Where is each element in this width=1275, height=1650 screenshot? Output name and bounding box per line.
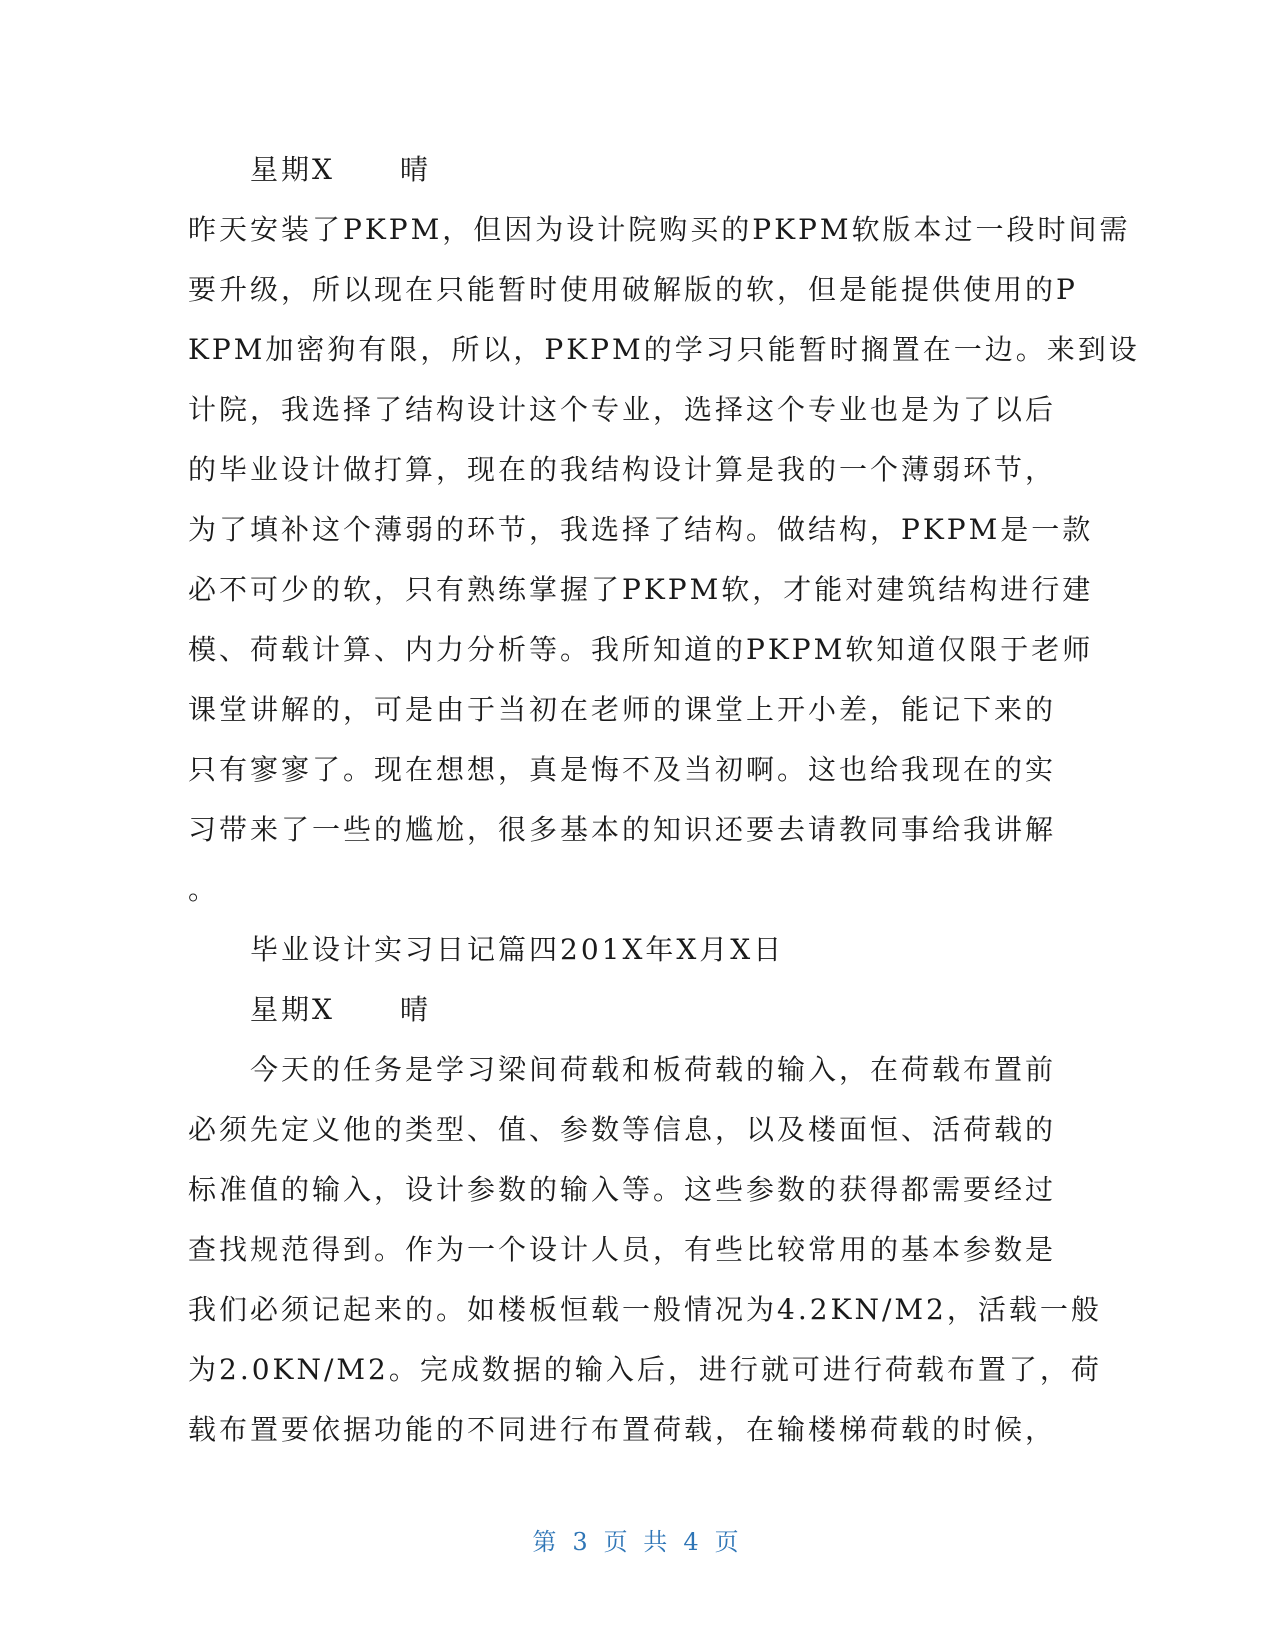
- footer-page-number: 3: [572, 1528, 592, 1556]
- paragraph-line: KPM加密狗有限，所以，PKPM的学习只能暂时搁置在一边。来到设: [188, 333, 1140, 366]
- paragraph-line: 只有寥寥了。现在想想，真是悔不及当初啊。这也给我现在的实: [188, 753, 1057, 786]
- footer-total-pages: 4: [683, 1528, 703, 1556]
- weekday-weather-row: [188, 140, 1068, 200]
- paragraph-line: 习带来了一些的尴尬，很多基本的知识还要去请教同事给我讲解: [188, 813, 1057, 846]
- paragraph-line: 标准值的输入，设计参数的输入等。这些参数的获得都需要经过: [188, 1173, 1057, 1206]
- paragraph-line: 为了填补这个薄弱的环节，我选择了结构。做结构，PKPM是一款: [188, 513, 1094, 546]
- weather-label: 晴: [400, 153, 432, 186]
- footer-middle: 页 共: [603, 1528, 672, 1556]
- paragraph-line: 为2.0KN/M2。完成数据的输入后，进行就可进行荷载布置了，荷: [188, 1353, 1102, 1386]
- paragraph-line: 必不可少的软，只有熟练掌握了PKPM软，才能对建筑结构进行建: [188, 573, 1094, 606]
- paragraph-line: 载布置要依据功能的不同进行布置荷载，在输楼梯荷载的时候，: [188, 1413, 1057, 1446]
- paragraph-line: 的毕业设计做打算，现在的我结构设计算是我的一个薄弱环节，: [188, 453, 1057, 486]
- paragraph-line: 昨天安装了PKPM，但因为设计院购买的PKPM软版本过一段时间需: [188, 213, 1131, 246]
- weekday-weather-row: [188, 980, 1068, 1040]
- paragraph-line: 必须先定义他的类型、值、参数等信息，以及楼面恒、活荷载的: [188, 1113, 1057, 1146]
- page-footer: [0, 1522, 1275, 1557]
- paragraph-line: 模、荷载计算、内力分析等。我所知道的PKPM软知道仅限于老师: [188, 633, 1094, 666]
- weekday-label: 星期X: [250, 153, 335, 186]
- footer-prefix: 第: [532, 1528, 561, 1556]
- paragraph-line: 计院，我选择了结构设计这个专业，选择这个专业也是为了以后: [188, 393, 1057, 426]
- entry-heading: 毕业设计实习日记篇四201X年X月X日: [250, 933, 785, 966]
- paragraph-line: 我们必须记起来的。如楼板恒载一般情况为4.2KN/M2，活载一般: [188, 1293, 1102, 1326]
- paragraph-line: 。: [188, 873, 220, 906]
- paragraph-line: 今天的任务是学习梁间荷载和板荷载的输入，在荷载布置前: [250, 1053, 1057, 1086]
- weather-label: 晴: [400, 993, 432, 1026]
- footer-suffix: 页: [714, 1528, 743, 1556]
- paragraph-line: 课堂讲解的，可是由于当初在老师的课堂上开小差，能记下来的: [188, 693, 1057, 726]
- paragraph-line: 查找规范得到。作为一个设计人员，有些比较常用的基本参数是: [188, 1233, 1057, 1266]
- weekday-label: 星期X: [250, 993, 335, 1026]
- document-body: [188, 140, 1140, 1460]
- paragraph-line: 要升级，所以现在只能暂时使用破解版的软，但是能提供使用的P: [188, 273, 1078, 306]
- entry-prev-paragraph: [188, 200, 1140, 920]
- entry-four-paragraph: [188, 1040, 1102, 1460]
